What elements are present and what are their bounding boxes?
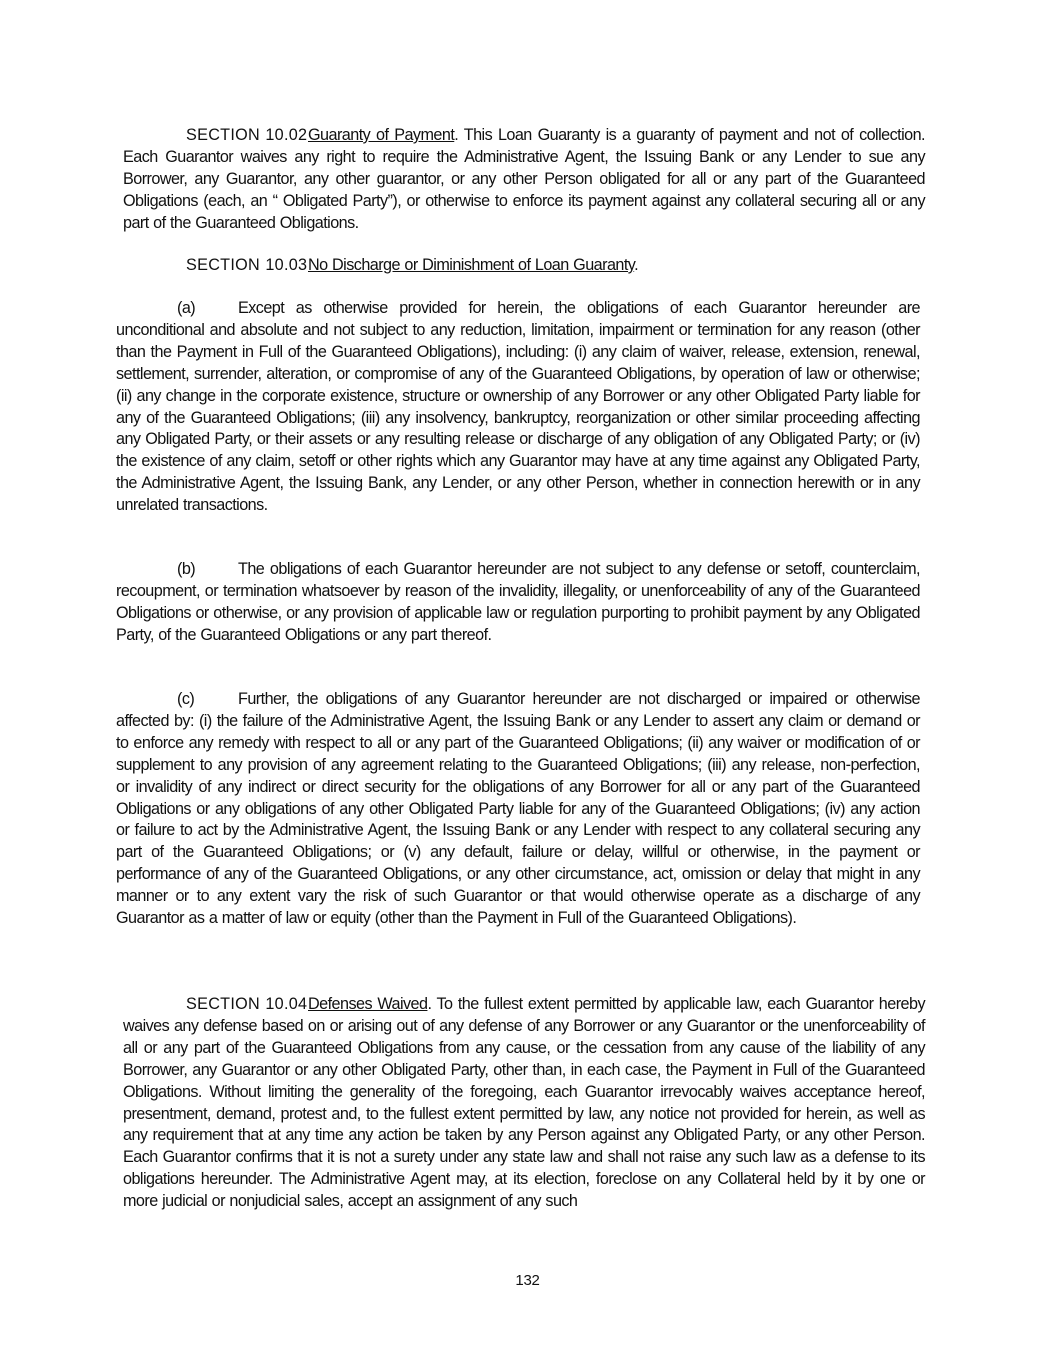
section-title-suffix: . [634, 256, 639, 274]
section-title: Guaranty of Payment [308, 126, 455, 144]
section-body: . This Loan Guaranty is a guaranty of payment and not of collection. Each Guarantor waives any right to require the Administrative Agent, the Issuing Bank or any Lender to sue any Borrower, any Guarantor, any other guarantor, or any other Person obligated for all or any part of the Guaranteed Obligations (each, an “ Obligated Party”), or otherwise to enforce its payment against any collateral securing all or any part of the Guaranteed Obligations. [123, 126, 925, 232]
section-10-04-paragraph [123, 994, 925, 1213]
subparagraph-c [116, 689, 920, 930]
section-number: SECTION 10.04 [186, 995, 308, 1013]
section-10-03-heading [123, 255, 925, 277]
section-title: No Discharge or Diminishment of Loan Guaranty [308, 256, 635, 274]
subparagraph-text: Except as otherwise provided for herein, the obligations of each Guarantor hereunder are unconditional and absolute and not subject to any reduction, limitation, impairment or termination for any reason (other than the Payment in Full of the Guaranteed Obligations), including: (i) any claim of waiver, release, extension, renewal, settlement, surrender, alteration, or compromise of any of the Guaranteed Obligations, by operation of law or otherwise; (ii) any change in the corporate existence, structure or ownership of any Borrower or any other Obligated Party liable for any of the Guaranteed Obligations; (iii) any insolvency, bankruptcy, reorganization or other similar proceeding affecting any Obligated Party, or their assets or any resulting release or discharge of any obligation of any Obligated Party; or (iv) the existence of any claim, setoff or other rights which any Guarantor may have at any time against any Obligated Party, the Administrative Agent, the Issuing Bank, any Lender, or any other Person, whether in connection herewith or in any unrelated transactions. [116, 299, 920, 515]
subparagraph-b [116, 559, 920, 647]
section-number: SECTION 10.02 [186, 126, 308, 144]
section-10-02-paragraph [123, 125, 925, 235]
subparagraph-a [116, 298, 920, 517]
subparagraph-label: (a) [177, 299, 196, 317]
subparagraph-label: (b) [177, 560, 196, 578]
subparagraph-text: Further, the obligations of any Guarantor hereunder are not discharged or impaired or otherwise affected by: (i) the failure of the Administrative Agent, the Issuing Bank or any Lender to assert any claim or demand or to enforce any remedy with respect to all or any part of the Guaranteed Obligations; (ii) any waiver or modification of or supplement to any provision of any agreement relating to the Guaranteed Obligations; (iii) any release, non-perfection, or invalidity of any indirect or direct security for the obligations of any Borrower for all or any part of the Guaranteed Obligations or any obligations of any other Obligated Party liable for any of the Guaranteed Obligations; (iv) any action or failure to act by the Administrative Agent, the Issuing Bank or any Lender with respect to any collateral securing any part of the Guaranteed Obligations; or (v) any default, failure or delay, willful or otherwise, in the payment or performance of any of the Guaranteed Obligations, or any other circumstance, act, omission or delay that might in any manner or to any extent vary the risk of such Guarantor or that would otherwise operate as a discharge of any Guarantor as a matter of law or equity (other than the Payment in Full of the Guaranteed Obligations). [116, 690, 920, 928]
page-number: 132 [515, 1272, 540, 1289]
section-number: SECTION 10.03 [186, 256, 308, 274]
section-body: . To the fullest extent permitted by applicable law, each Guarantor hereby waives any defense based on or arising out of any defense of any Borrower or any Guarantor or the unenforceability of all or any part of the Guaranteed Obligations from any cause, or the cessation from any cause of the liability of any Borrower, any Guarantor or any other Obligated Party, other than, in each case, the Payment in Full of the Guaranteed Obligations. Without limiting the generality of the foregoing, each Guarantor irrevocably waives acceptance hereof, presentment, demand, protest and, to the fullest extent permitted by law, any notice not provided for herein, as well as any requirement that at any time any action be taken by any Person against any Obligated Party, or any other Person. Each Guarantor confirms that it is not a surety under any state law and shall not raise any such law as a defense to its obligations hereunder. The Administrative Agent may, at its election, foreclose on any Collateral held by it by one or more judicial or nonjudicial sales, accept an assignment of any such [123, 995, 925, 1211]
subparagraph-label: (c) [177, 690, 195, 708]
section-title: Defenses Waived [308, 995, 428, 1013]
subparagraph-text: The obligations of each Guarantor hereunder are not subject to any defense or setoff, counterclaim, recoupment, or termination whatsoever by reason of the invalidity, illegality, or unenforceability of any of the Guaranteed Obligations or otherwise, or any provision of applicable law or regulation purporting to prohibit payment by any Obligated Party, of the Guaranteed Obligations or any part thereof. [116, 560, 920, 644]
